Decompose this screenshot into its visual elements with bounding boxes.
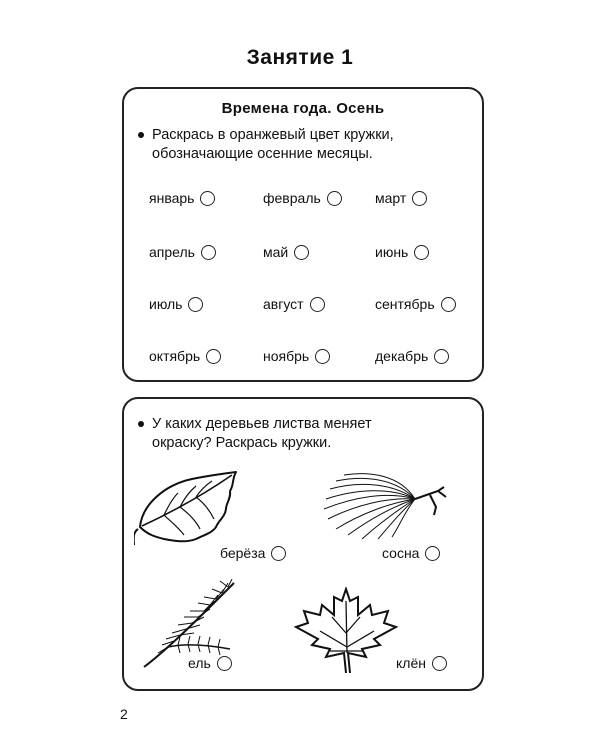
instruction-text [138,415,468,453]
month-item-may [263,244,309,260]
page-number: 2 [120,706,128,722]
month-label: июль [149,296,183,312]
month-label: апрель [149,244,195,260]
bullet-icon [138,132,144,138]
month-label: декабрь [375,348,429,364]
bullet-icon [138,421,144,427]
month-label: октябрь [149,348,201,364]
month-label: март [375,190,407,206]
tree-item-fir [188,655,232,671]
month-item-january [149,190,215,206]
tree-item-maple [396,655,447,671]
color-circle[interactable] [315,349,330,364]
month-item-september [375,296,456,312]
color-circle[interactable] [414,245,429,260]
color-circle[interactable] [310,297,325,312]
tree-label: ель [188,655,211,671]
color-circle[interactable] [271,546,286,561]
month-item-june [375,244,429,260]
tree-item-pine [382,545,440,561]
instruction-line: Раскрась в оранжевый цвет кружки, [152,127,394,143]
month-item-april [149,244,216,260]
color-circle[interactable] [206,349,221,364]
tree-item-birch [220,545,286,561]
section-subtitle: Времена года. Осень [221,100,385,117]
month-label: май [263,244,289,260]
month-label: сентябрь [375,296,435,312]
month-item-november [263,348,330,364]
month-label: январь [149,190,195,206]
instruction-text [138,126,468,164]
month-item-august [263,296,325,312]
seasons-box [122,87,484,382]
tree-label: берёза [220,545,266,561]
tree-label: клён [396,655,426,671]
month-item-july [149,296,203,312]
month-item-march [375,190,427,206]
month-label: февраль [263,190,321,206]
month-item-october [149,348,221,364]
color-circle[interactable] [412,191,427,206]
color-circle[interactable] [200,191,215,206]
instruction-line: обозначающие осенние месяцы. [152,146,373,162]
color-circle[interactable] [217,656,232,671]
color-circle[interactable] [327,191,342,206]
birch-leaf-icon [134,469,244,549]
color-circle[interactable] [188,297,203,312]
color-circle[interactable] [425,546,440,561]
month-item-february [263,190,342,206]
maple-leaf-icon [290,587,400,682]
instruction-line: У каких деревьев листва меняет [152,416,372,432]
color-circle[interactable] [294,245,309,260]
color-circle[interactable] [434,349,449,364]
month-label: август [263,296,304,312]
trees-box [122,397,484,691]
color-circle[interactable] [441,297,456,312]
color-circle[interactable] [432,656,447,671]
color-circle[interactable] [201,245,216,260]
tree-label: сосна [382,545,420,561]
month-label: ноябрь [263,348,310,364]
instruction-line: окраску? Раскрась кружки. [152,435,332,451]
month-item-december [375,348,449,364]
pine-branch-icon [320,469,450,541]
month-label: июнь [375,244,409,260]
page-title: Занятие 1 [246,46,354,69]
